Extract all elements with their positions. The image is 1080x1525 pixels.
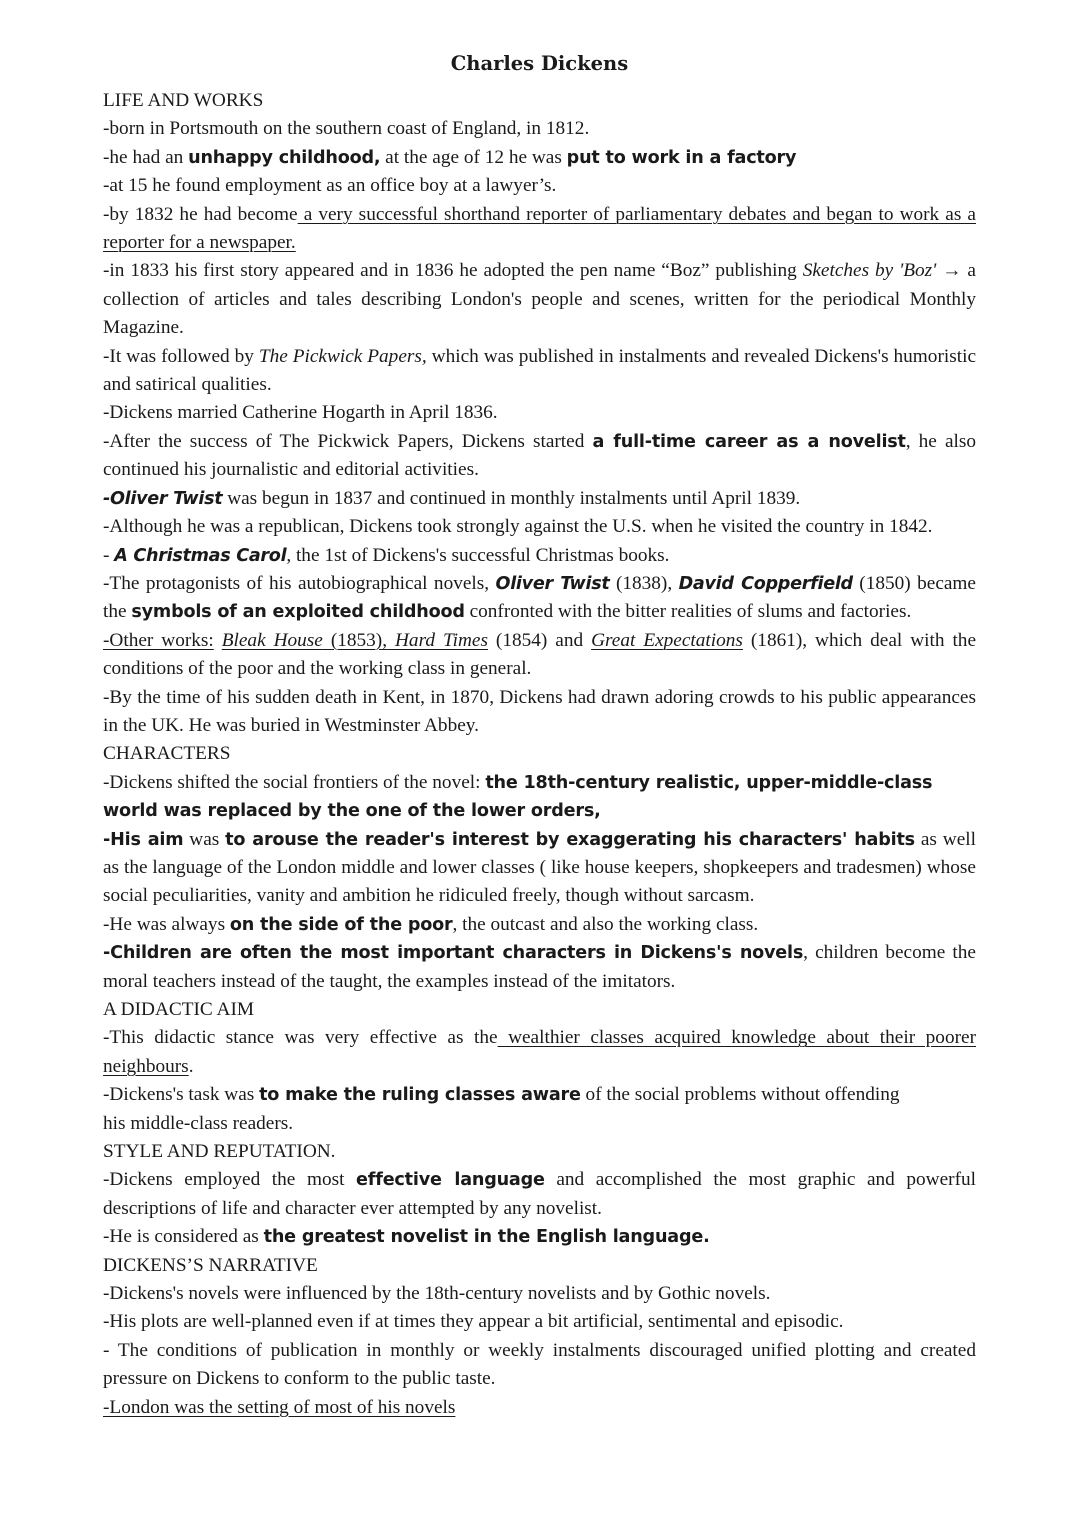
life-paragraph-2: -he had an unhappy childhood, at the age of 12 he was put to work in a factory: [103, 146, 797, 168]
didactic-paragraph-2: -Dickens's task was to make the ruling classes aware of the social problems without offending his middle-class readers.: [103, 1084, 900, 1134]
narrative-paragraph-3: - The conditions of publication in monthly or weekly instalments discouraged unified plotting and created pressure on Dickens to conform to the public taste.: [103, 1339, 976, 1390]
life-paragraph-6: -It was followed by The Pickwick Papers, which was published in instalments and revealed Dickens's humoristic and satirical qualities.: [103, 345, 977, 396]
life-paragraph-7: -Dickens married Catherine Hogarth in April 1836.: [103, 402, 498, 424]
section-heading-style-and-reputation: STYLE AND REPUTATION.: [103, 1141, 336, 1163]
life-paragraph-8: -After the success of The Pickwick Papers, Dickens started a full-time career as a novelist, he also continued his journalistic and editorial activities.: [103, 430, 976, 481]
life-paragraph-9: -Oliver Twist was begun in 1837 and continued in monthly instalments until April 1839.: [103, 487, 801, 509]
life-paragraph-3: -at 15 he found employment as an office boy at a lawyer’s.: [103, 175, 557, 197]
life-paragraph-13: -Other works: Bleak House (1853), Hard Times (1854) and Great Expectations (1861), which deal with the conditions of the poor and the working class in general.: [103, 629, 976, 680]
section-heading-didactic-aim: A DIDACTIC AIM: [103, 999, 255, 1020]
narrative-paragraph-2: -His plots are well-planned even if at times they appear a bit artificial, sentimental and episodic.: [103, 1311, 844, 1333]
characters-paragraph-4: -Children are often the most important characters in Dickens's novels, children become the moral teachers instead of the taught, the examples instead of the imitators.: [103, 942, 976, 992]
didactic-paragraph-1: -This didactic stance was very effective as the wealthier classes acquired knowledge about their poorer neighbours.: [103, 1027, 976, 1077]
section-heading-dickens-narrative: DICKENS’S NARRATIVE: [103, 1254, 318, 1276]
narrative-paragraph-1: -Dickens's novels were influenced by the 18th-century novelists and by Gothic novels.: [103, 1283, 771, 1305]
characters-paragraph-2: -His aim was to arouse the reader's interest by exaggerating his characters' habits as well as the language of the London middle and lower classes ( like house keepers, shopkeepers and tradesmen) whose social peculiarities, vanity and ambition he ridiculed freely, though without sarcasm.: [103, 828, 976, 907]
section-heading-characters: CHARACTERS: [103, 743, 231, 765]
document-page: [103, 50, 976, 1422]
style-paragraph-2: -He is considered as the greatest novelist in the English language.: [103, 1226, 710, 1248]
characters-paragraph-1: -Dickens shifted the social frontiers of the novel: the 18th-century realistic, upper-middle-class world was replaced by the one of the lower orders,: [103, 771, 933, 822]
life-paragraph-12: -The protagonists of his autobiographical novels, Oliver Twist (1838), David Copperfield (1850) became the symbols of an exploited childhood confronted with the bitter realities of slums and factories.: [103, 572, 976, 623]
page-title: Charles Dickens: [450, 52, 629, 75]
section-heading-life-and-works: LIFE AND WORKS: [103, 90, 264, 111]
life-paragraph-5: -in 1833 his first story appeared and in 1836 he adopted the pen name “Boz” publishing Sketches by 'Boz' → a collection of articles and tales describing London's people and scenes, written for the periodical Monthly Magazine.: [103, 260, 976, 339]
narrative-paragraph-4: -London was the setting of most of his novels: [103, 1396, 456, 1418]
style-paragraph-1: -Dickens employed the most effective language and accomplished the most graphic and powerful descriptions of life and character ever attempted by any novelist.: [103, 1169, 976, 1219]
characters-paragraph-3: -He was always on the side of the poor, the outcast and also the working class.: [103, 913, 759, 935]
life-paragraph-11: - A Christmas Carol, the 1st of Dickens's successful Christmas books.: [103, 544, 670, 566]
life-paragraph-14: -By the time of his sudden death in Kent, in 1870, Dickens had drawn adoring crowds to his public appearances in the UK. He was buried in Westminster Abbey.: [103, 686, 976, 736]
life-paragraph-1: -born in Portsmouth on the southern coast of England, in 1812.: [103, 118, 590, 140]
life-paragraph-10: -Although he was a republican, Dickens took strongly against the U.S. when he visited the country in 1842.: [103, 516, 933, 538]
life-paragraph-4: -by 1832 he had become a very successful shorthand reporter of parliamentary debates and began to work as a reporter for a newspaper.: [103, 203, 976, 254]
